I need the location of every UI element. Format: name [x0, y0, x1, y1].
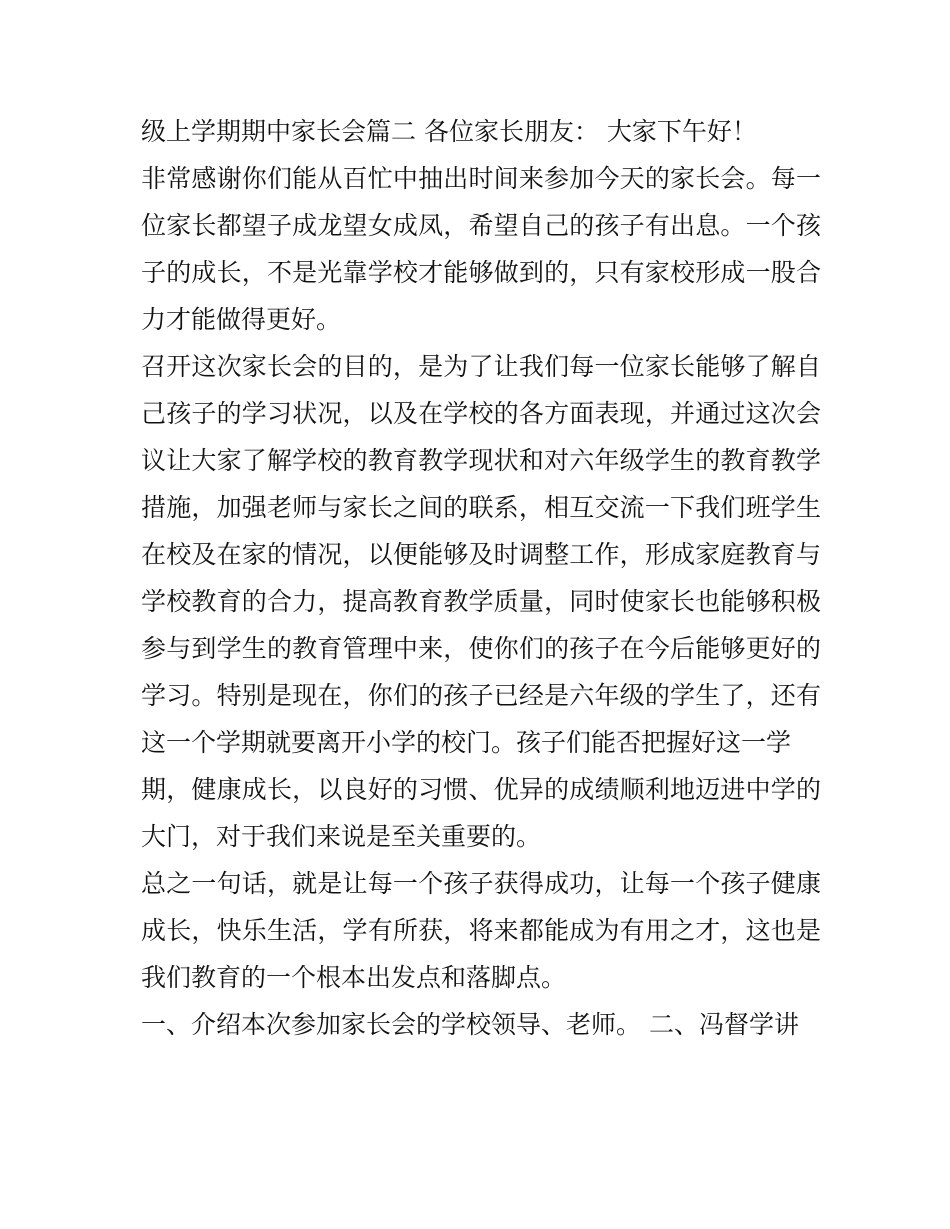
text-line: 一、介绍本次参加家长会的学校领导、老师。 二、冯督学讲: [141, 1010, 799, 1039]
text-line: 召开这次家长会的目的，是为了让我们每一位家长能够了解自: [141, 352, 821, 381]
text-line: 议让大家了解学校的教育教学现状和对六年级学生的教育教学: [141, 446, 821, 475]
text-line: 成长，快乐生活，学有所获，将来都能成为有用之才，这也是: [141, 916, 821, 945]
text-line: 学习。特别是现在，你们的孩子已经是六年级的学生了，还有: [141, 681, 821, 710]
text-line: 这一个学期就要离开小学的校门。孩子们能否把握好这一学: [141, 728, 792, 757]
text-line: 我们教育的一个根本出发点和落脚点。: [141, 963, 567, 992]
text-line: 在校及在家的情况，以便能够及时调整工作，形成家庭教育与: [141, 540, 821, 569]
text-line: 子的成长，不是光靠学校才能够做到的，只有家校形成一股合: [141, 258, 821, 287]
text-line: 参与到学生的教育管理中来，使你们的孩子在今后能够更好的: [141, 634, 821, 663]
text-line: 非常感谢你们能从百忙中抽出时间来参加今天的家长会。每一: [141, 164, 821, 193]
text-line: 措施，加强老师与家长之间的联系，相互交流一下我们班学生: [141, 493, 821, 522]
text-line: 级上学期期中家长会篇二 各位家长朋友： 大家下午好！: [141, 117, 757, 146]
text-line: 总之一句话，就是让每一个孩子获得成功，让每一个孩子健康: [141, 869, 821, 898]
text-line: 力才能做得更好。: [141, 305, 342, 334]
text-line: 位家长都望子成龙望女成凤，希望自己的孩子有出息。一个孩: [141, 211, 821, 240]
text-line: 大门，对于我们来说是至关重要的。: [141, 822, 542, 851]
text-line: 学校教育的合力，提高教育教学质量，同时使家长也能够积极: [141, 587, 821, 616]
text-line: 己孩子的学习状况，以及在学校的各方面表现，并通过这次会: [141, 399, 821, 428]
text-line: 期，健康成长，以良好的习惯、优异的成绩顺利地迈进中学的: [141, 775, 821, 804]
document-body: [141, 108, 821, 1048]
